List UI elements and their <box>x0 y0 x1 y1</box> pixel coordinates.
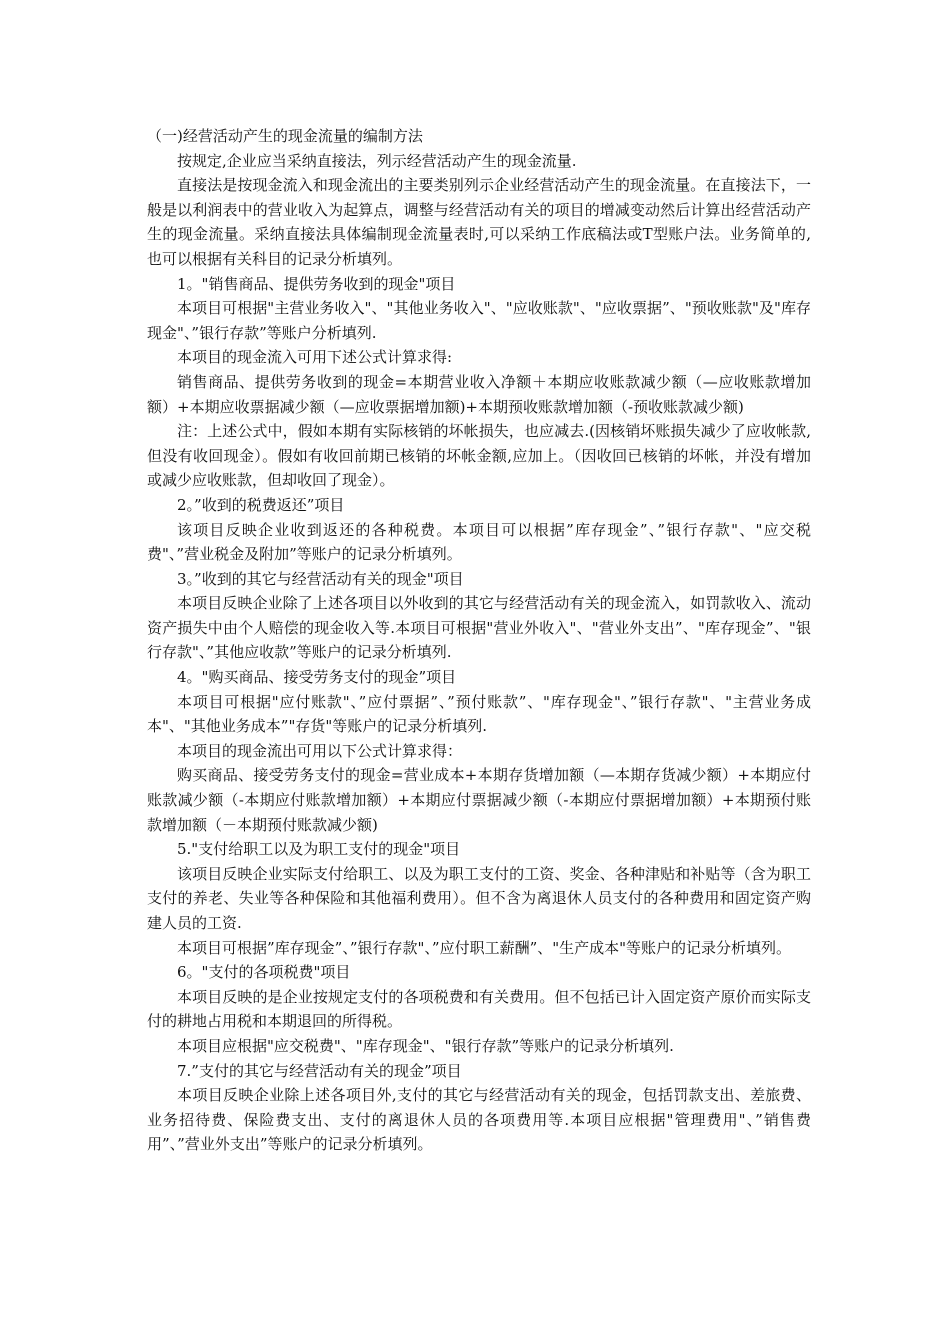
paragraph: 按规定,企业应当采纳直接法，列示经营活动产生的现金流量. <box>177 151 577 170</box>
item-heading-2: 2。”收到的税费返还”项目 <box>177 495 345 514</box>
note-paragraph: 注：上述公式中，假如本期有实际核销的坏帐损失，也应减去.(因核销坏账损失减少了应收帐款,但没有收回现金）。假如有收回前期已核销的坏帐金额,应加上。（因收回已核销的坏帐，并没有增加或减少应收账款，但却收回了现金）。 <box>147 422 811 490</box>
item-heading-7: 7.”支付的其它与经营活动有关的现金”项目 <box>177 1061 462 1080</box>
section-heading: （一)经营活动产生的现金流量的编制方法 <box>147 127 423 145</box>
formula-paragraph: 购买商品、接受劳务支付的现金=营业成本+本期存货增加额（—本期存货减少额）+本期应付账款减少额（-本期应付账款增加额）+本期应付票据减少额（-本期应付票据增加额）+本期预付账款增加额（－本期预付账款减少额) <box>147 766 811 834</box>
paragraph: 本项目可根据"应付账款"、”应付票据”、”预付账款”、"库存现金"、”银行存款"、"主营业务成本"、"其他业务成本”"存货"等账户的记录分析填列. <box>147 692 811 736</box>
paragraph: 该项目反映企业收到返还的各种税费。本项目可以根据”库存现金”、”银行存款"、"应交税费"、”营业税金及附加”等账户的记录分析填列。 <box>147 520 811 564</box>
paragraph: 直接法是按现金流入和现金流出的主要类别列示企业经营活动产生的现金流量。在直接法下，一般是以利润表中的营业收入为起算点，调整与经营活动有关的项目的增减变动然后计算出经营活动产生的现金流量。采纳直接法具体编制现金流量表时,可以采纳工作底稿法或T型账户法。业务简单的,也可以根据有关科目的记录分析填列。 <box>147 176 811 268</box>
paragraph: 本项目反映企业除上述各项目外,支付的其它与经营活动有关的现金，包括罚款支出、差旅费、业务招待费、保险费支出、支付的离退休人员的各项费用等.本项目应根据"管理费用"、”销售费用”、”营业外支出”等账户的记录分析填列。 <box>147 1086 811 1154</box>
paragraph: 该项目反映企业实际支付给职工、以及为职工支付的工资、奖金、各种津贴和补贴等（含为职工支付的养老、失业等各种保险和其他福利费用）。但不含为离退休人员支付的各种费用和固定资产购建人员的工资. <box>147 864 811 932</box>
formula-paragraph: 销售商品、提供劳务收到的现金=本期营业收入净额＋本期应收账款减少额（—应收账款增加额）+本期应收票据减少额（—应收票据增加额)+本期预收账款增加额（-预收账款减少额) <box>147 372 811 416</box>
paragraph: 本项目的现金流出可用以下公式计算求得： <box>177 741 463 760</box>
item-heading-4: 4。"购买商品、接受劳务支付的现金”项目 <box>177 668 457 687</box>
paragraph: 本项目反映的是企业按规定支付的各项税费和有关费用。但不包括已计入固定资产原价而实际支付的耕地占用税和本期退回的所得税。 <box>147 987 811 1031</box>
paragraph: 本项目反映企业除了上述各项目以外收到的其它与经营活动有关的现金流入，如罚款收入、流动资产损失中由个人赔偿的现金收入等.本项目可根据"营业外收入"、"营业外支出”、"库存现金”、"银行存款"、”其他应收款”等账户的记录分析填列. <box>147 594 811 662</box>
paragraph: 本项目的现金流入可用下述公式计算求得: <box>177 348 453 367</box>
item-heading-6: 6。"支付的各项税费"项目 <box>177 963 351 982</box>
document-body <box>147 124 811 1157</box>
item-heading-5: 5."支付给职工以及为职工支付的现金"项目 <box>177 840 461 859</box>
item-heading-3: 3。”收到的其它与经营活动有关的现金"项目 <box>177 569 464 588</box>
paragraph: 本项目可根据”库存现金”、”银行存款"、”应付职工薪酬”、"生产成本"等账户的记录分析填列。 <box>177 938 792 957</box>
item-heading-1: 1。"销售商品、提供劳务收到的现金"项目 <box>177 274 456 293</box>
paragraph: 本项目应根据"应交税费"、"库存现金"、"银行存款”等账户的记录分析填列. <box>177 1036 674 1055</box>
paragraph: 本项目可根据"主营业务收入"、"其他业务收入"、"应收账款"、"应收票据”、"预收账款"及"库存现金"、”银行存款”等账户分析填列. <box>147 299 811 342</box>
